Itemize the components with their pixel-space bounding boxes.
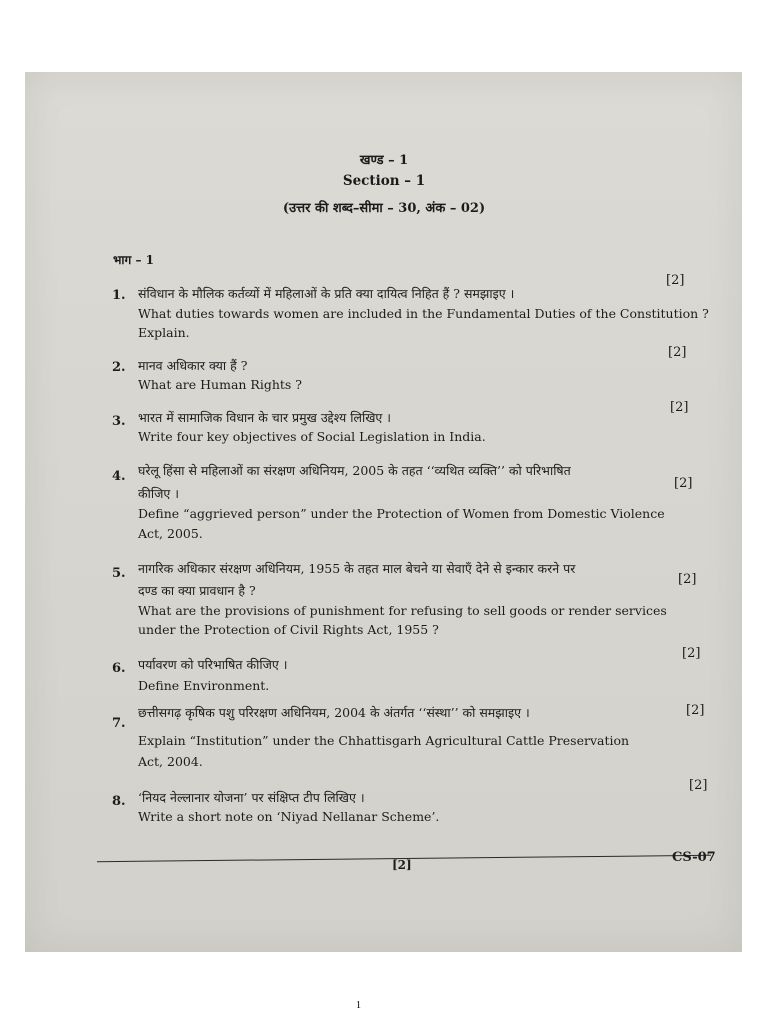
question-english-line: Explain “Institution” under the Chhattisgarh Agricultural Cattle Preservation — [138, 733, 630, 748]
marks-label: [2] — [674, 476, 693, 491]
marks-label: [2] — [668, 345, 687, 360]
question-hindi-line: नागरिक अधिकार संरक्षण अधिनियम, 1955 के तहत माल बेचने या सेवाएँ देने से इन्कार करने पर — [138, 561, 576, 576]
question-english-line: Act, 2005. — [138, 526, 203, 541]
question-number: 7. — [112, 716, 126, 731]
question-english-line: Write four key objectives of Social Legislation in India. — [138, 429, 486, 444]
marks-label: [2] — [678, 572, 697, 587]
question-hindi-line: घरेलू हिंसा से महिलाओं का संरक्षण अधिनियम, 2005 के तहत ‘‘व्यथित व्यक्ति’’ को परिभाषित — [138, 463, 571, 478]
question-english-line: Write a short note on ‘Niyad Nellanar Scheme’. — [138, 809, 440, 824]
question-number: 2. — [112, 360, 126, 375]
paper-code: CS-07 — [672, 850, 716, 865]
question-number: 5. — [112, 566, 126, 581]
question-english-line: What duties towards women are included in the Fundamental Duties of the Constitution ? — [138, 306, 709, 321]
question-hindi-line: पर्यावरण को परिभाषित कीजिए । — [138, 657, 288, 672]
question-number: 4. — [112, 469, 126, 484]
sheet-page-mark: [2] — [392, 858, 412, 872]
question-hindi-line: संविधान के मौलिक कर्तव्यों में महिलाओं के प्रति क्या दायित्व निहित हैं ? समझाइए । — [138, 286, 515, 301]
khand-heading: खण्ड – 1 — [359, 153, 409, 168]
question-hindi-line: कीजिए । — [138, 486, 179, 501]
question-english-line: Explain. — [138, 325, 190, 340]
instructions-heading: (उत्तर की शब्द–सीमा – 30, अंक – 02) — [282, 201, 486, 216]
marks-label: [2] — [686, 703, 705, 718]
question-hindi-line: भारत में सामाजिक विधान के चार प्रमुख उद्देश्य लिखिए । — [138, 410, 392, 425]
question-number: 6. — [112, 661, 126, 676]
question-english-line: Act, 2004. — [138, 754, 203, 769]
marks-label: [2] — [689, 778, 708, 793]
question-english-line: What are the provisions of punishment for refusing to sell goods or render services — [138, 603, 667, 618]
question-hindi-line: मानव अधिकार क्या हैं ? — [138, 358, 248, 373]
question-hindi-line: छत्तीसगढ़ कृषिक पशु परिरक्षण अधिनियम, 2004 के अंतर्गत ‘‘संस्था’’ को समझाइए । — [138, 705, 530, 720]
question-english-line: Define Environment. — [138, 678, 270, 693]
question-hindi-line: दण्ड का क्या प्रावधान है ? — [138, 583, 256, 598]
pdf-page-number: 1 — [356, 1000, 361, 1011]
question-number: 8. — [112, 794, 126, 809]
question-number: 3. — [112, 414, 126, 429]
question-english-line: under the Protection of Civil Rights Act, 1955 ? — [138, 622, 439, 637]
question-english-line: Define “aggrieved person” under the Protection of Women from Domestic Violence — [138, 506, 665, 521]
marks-label: [2] — [670, 400, 689, 415]
question-number: 1. — [112, 288, 126, 303]
section-heading: Section – 1 — [342, 173, 426, 189]
question-hindi-line: ‘नियद नेल्लानार योजना’ पर संक्षिप्त टीप लिखिए । — [138, 790, 365, 805]
part-label: भाग – 1 — [113, 253, 155, 267]
marks-label: [2] — [682, 646, 701, 661]
question-english-line: What are Human Rights ? — [138, 377, 303, 392]
marks-label: [2] — [666, 273, 685, 288]
